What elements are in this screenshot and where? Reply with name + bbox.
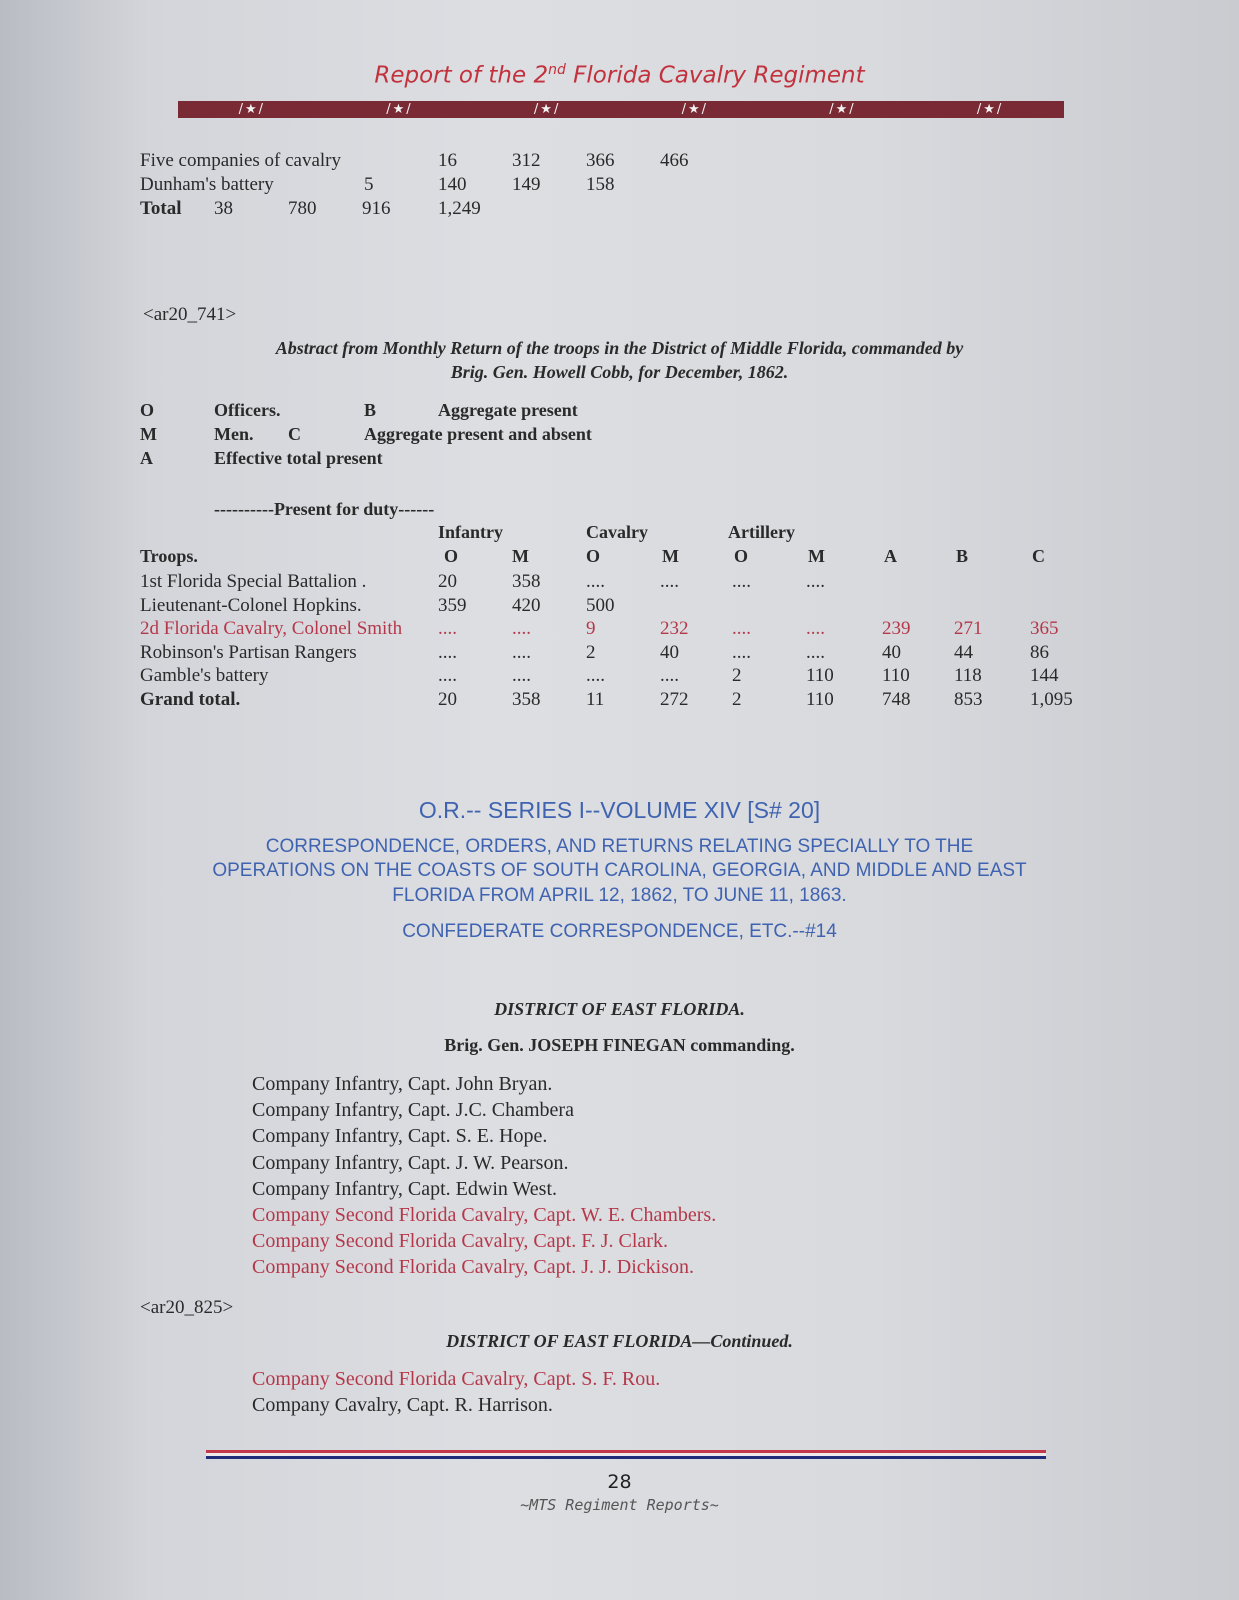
district-title: DISTRICT OF EAST FLORIDA.	[494, 999, 745, 1019]
legend-label: Effective total present	[214, 448, 383, 468]
cell: 110	[806, 665, 834, 686]
cell: 466	[660, 150, 689, 171]
cell: ....	[732, 571, 751, 592]
column-header: A	[884, 546, 897, 566]
cell: ....	[438, 641, 457, 663]
column-header: O	[586, 546, 601, 566]
cell: 365	[1030, 618, 1059, 639]
cell: 358	[512, 688, 541, 710]
cell: ....	[732, 641, 751, 663]
star-icon: /★/	[681, 102, 708, 117]
cell: 748	[882, 688, 911, 710]
confederate-heading: CONFEDERATE CORRESPONDENCE, ETC.--#14	[402, 921, 837, 942]
cell: 916	[362, 198, 391, 219]
star-icon: /★/	[386, 102, 413, 117]
cell: 11	[586, 688, 605, 710]
cell: 420	[512, 594, 541, 616]
group-header-artillery: Artillery	[728, 522, 795, 542]
legend-key: O	[140, 400, 155, 420]
cell: 358	[512, 571, 541, 592]
cell: 149	[512, 174, 541, 195]
column-header: O	[444, 546, 459, 566]
cell: 780	[288, 198, 317, 219]
legend-key: A	[140, 448, 153, 468]
list-item: Company Cavalry, Capt. R. Harrison.	[252, 1394, 553, 1417]
cell: 366	[586, 150, 615, 171]
column-header: B	[956, 546, 969, 566]
commander-line: Brig. Gen. JOSEPH FINEGAN commanding.	[444, 1035, 795, 1055]
list-item: Company Infantry, Capt. S. E. Hope.	[252, 1125, 548, 1148]
cell: 312	[512, 150, 541, 171]
cell: 16	[438, 150, 457, 171]
cell: ....	[512, 665, 531, 686]
column-header: C	[1032, 546, 1045, 566]
row-label: Five companies of cavalry	[140, 150, 342, 171]
page-number: 28	[607, 1471, 632, 1493]
cell: 158	[586, 174, 615, 195]
cell: 853	[954, 688, 983, 710]
cell: 40	[882, 641, 901, 663]
cell: ....	[660, 571, 679, 592]
cell: 359	[438, 594, 467, 616]
column-header: M	[512, 546, 529, 566]
list-item: Company Infantry, Capt. J.C. Chambera	[252, 1099, 574, 1122]
list-item: Company Infantry, Capt. John Bryan.	[252, 1073, 553, 1095]
row-label: Lieutenant-Colonel Hopkins.	[140, 594, 362, 616]
cell: 5	[364, 174, 374, 195]
cell: ....	[586, 571, 605, 592]
column-header: M	[662, 546, 679, 566]
flag-banner	[178, 101, 1064, 118]
star-icon: /★/	[238, 102, 266, 117]
legend-label: Aggregate present	[438, 400, 578, 420]
cell: 2	[586, 641, 596, 663]
reference-tag: <ar20_741>	[143, 304, 237, 325]
cell: 271	[954, 618, 983, 639]
legend-label: Officers.	[214, 400, 281, 420]
cell: 20	[438, 688, 457, 710]
cell: 2	[732, 688, 742, 710]
row-label: Robinson's Partisan Rangers	[140, 641, 357, 663]
column-header: Troops.	[140, 546, 198, 566]
cell: 40	[660, 641, 679, 663]
correspondence-line: OPERATIONS ON THE COASTS OF SOUTH CAROLINA, GEORGIA, AND MIDDLE AND EAST	[212, 860, 1027, 881]
footer-text: ~MTS Regiment Reports~	[520, 1496, 719, 1514]
column-header: M	[808, 546, 825, 566]
cell: 20	[438, 571, 457, 592]
list-item: Company Infantry, Capt. J. W. Pearson.	[252, 1151, 569, 1174]
list-item: Company Second Florida Cavalry, Capt. F. J. Clark.	[252, 1230, 668, 1253]
cell: 239	[882, 618, 911, 639]
abstract-subtitle: Brig. Gen. Howell Cobb, for December, 1862.	[450, 362, 789, 382]
cell: ....	[512, 618, 531, 639]
cell: ....	[806, 618, 825, 639]
cell: 110	[806, 688, 834, 710]
legend-label: Aggregate present and absent	[364, 424, 592, 444]
page-header-title: Report of the 2nd Florida Cavalry Regiment	[374, 62, 865, 89]
legend-key: B	[364, 400, 377, 420]
list-item: Company Second Florida Cavalry, Capt. J. J. Dickison.	[252, 1256, 694, 1279]
cell: 2	[732, 665, 742, 686]
star-icon: /★/	[533, 102, 561, 117]
cell: 110	[882, 665, 910, 686]
cell: 38	[214, 198, 233, 219]
row-label: 1st Florida Special Battalion .	[140, 571, 367, 592]
abstract-title: Abstract from Monthly Return of the troops in the District of Middle Florida, commanded by	[275, 338, 964, 358]
cell: ....	[732, 618, 751, 639]
legend-key: C	[288, 424, 301, 444]
cell: ....	[438, 665, 457, 686]
cell: 144	[1030, 665, 1059, 686]
group-header-infantry: Infantry	[438, 522, 504, 542]
legend-label: Men.	[214, 424, 254, 444]
cell: 118	[954, 665, 982, 686]
row-label: Gamble's battery	[140, 665, 269, 686]
cell: 1,095	[1030, 688, 1073, 710]
reference-tag: <ar20_825>	[140, 1297, 234, 1318]
star-icon: /★/	[976, 102, 1004, 117]
cell: 232	[660, 618, 689, 639]
cell: 140	[438, 174, 467, 195]
cell: ....	[660, 665, 679, 686]
cell: ....	[586, 665, 605, 686]
row-label: Total	[140, 198, 182, 219]
column-header: O	[734, 546, 749, 566]
footer-divider	[206, 1450, 1046, 1459]
row-label: Dunham's battery	[140, 174, 274, 195]
district-continued-title: DISTRICT OF EAST FLORIDA—Continued.	[446, 1331, 793, 1351]
cell: 500	[586, 594, 615, 616]
cell: 272	[660, 688, 689, 710]
star-icon: /★/	[829, 102, 856, 117]
cell: ....	[806, 641, 825, 663]
cell: ....	[438, 618, 457, 639]
cell: 86	[1030, 641, 1049, 663]
series-title: O.R.-- SERIES I--VOLUME XIV [S# 20]	[418, 797, 821, 823]
present-for-duty-heading: ----------Present for duty------	[214, 499, 435, 519]
list-item: Company Infantry, Capt. Edwin West.	[252, 1177, 558, 1200]
cell: ....	[512, 641, 531, 663]
row-label: Grand total.	[140, 688, 241, 710]
legend-key: M	[140, 424, 157, 444]
cell: 1,249	[438, 198, 481, 219]
list-item: Company Second Florida Cavalry, Capt. W. E. Chambers.	[252, 1204, 717, 1226]
correspondence-line: CORRESPONDENCE, ORDERS, AND RETURNS RELATING SPECIALLY TO THE	[265, 836, 974, 857]
cell: 44	[954, 641, 973, 663]
cell: ....	[806, 571, 825, 592]
cell: 9	[586, 618, 596, 639]
group-header-cavalry: Cavalry	[586, 522, 648, 542]
row-label: 2d Florida Cavalry, Colonel Smith	[140, 618, 403, 639]
list-item: Company Second Florida Cavalry, Capt. S. F. Rou.	[252, 1368, 661, 1390]
correspondence-line: FLORIDA FROM APRIL 12, 1862, TO JUNE 11, 1863.	[392, 885, 847, 906]
